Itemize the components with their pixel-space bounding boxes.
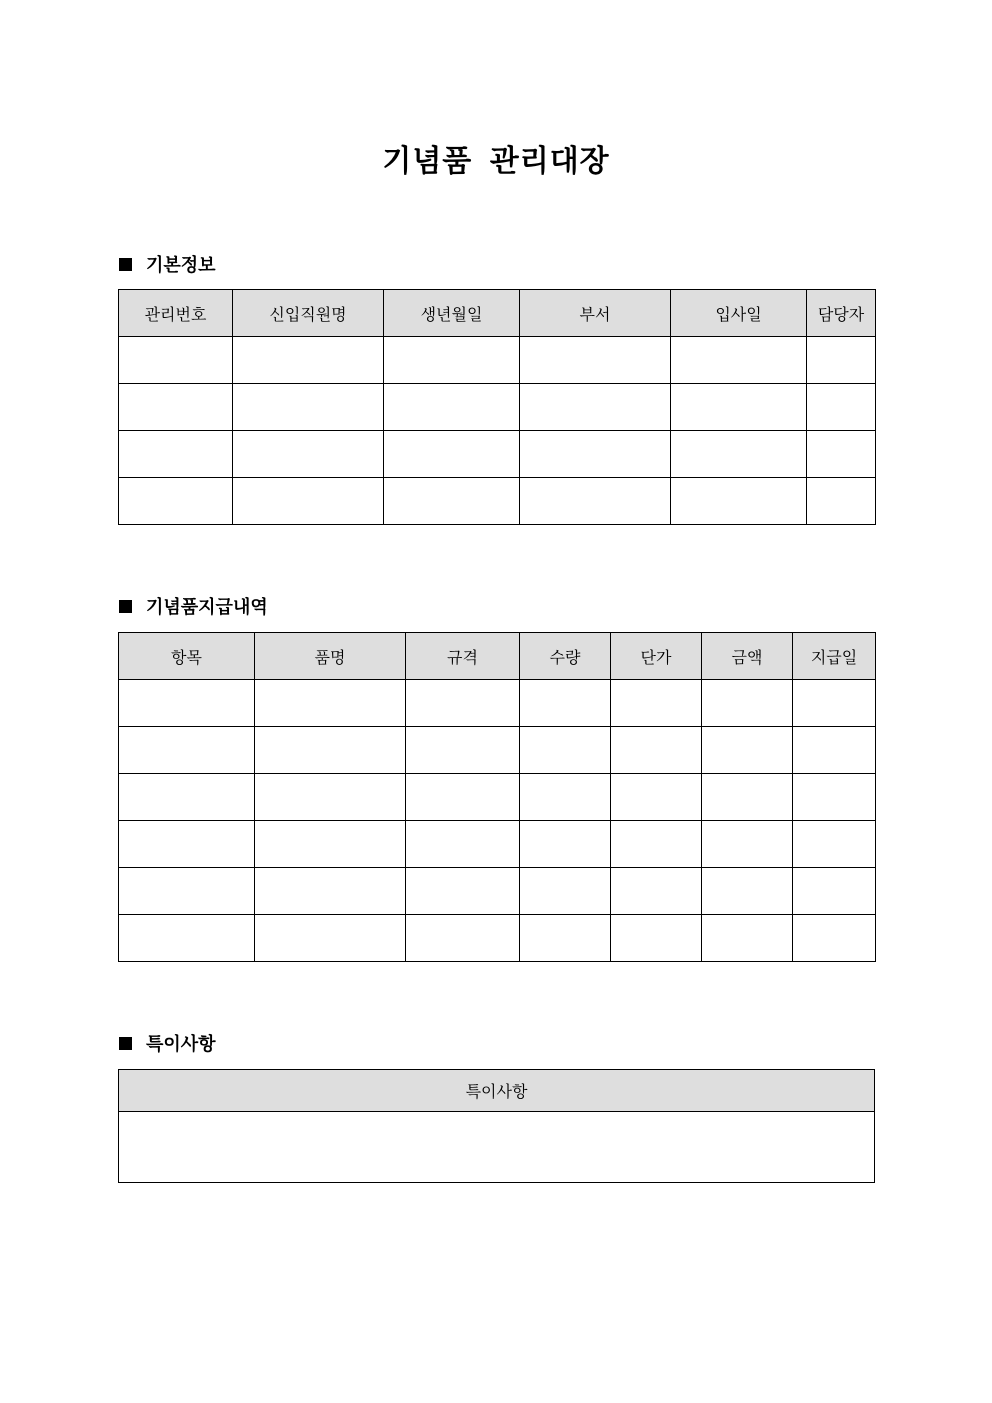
section-heading-label: 특이사항: [146, 1034, 216, 1055]
square-bullet-icon: [119, 600, 132, 613]
table-cell[interactable]: [233, 384, 384, 431]
table-cell[interactable]: [702, 868, 793, 915]
table-cell[interactable]: [611, 727, 702, 774]
table-cell[interactable]: [807, 384, 876, 431]
square-bullet-icon: [119, 258, 132, 271]
column-header: 품명: [255, 633, 406, 680]
table-cell[interactable]: [255, 868, 406, 915]
table-cell[interactable]: [807, 478, 876, 525]
table-cell[interactable]: [119, 680, 255, 727]
column-header: 수량: [520, 633, 611, 680]
table-cell[interactable]: [793, 727, 876, 774]
table-cell[interactable]: [119, 727, 255, 774]
table-row: [119, 384, 876, 431]
table-cell[interactable]: [520, 431, 671, 478]
table-cell[interactable]: [611, 915, 702, 962]
table-cell[interactable]: [520, 384, 671, 431]
table-cell[interactable]: [793, 680, 876, 727]
table-row: [119, 774, 876, 821]
notes-cell[interactable]: [119, 1112, 875, 1183]
table-row: [119, 821, 876, 868]
table-cell[interactable]: [793, 774, 876, 821]
table-cell[interactable]: [255, 915, 406, 962]
column-header: 규격: [406, 633, 520, 680]
table-cell[interactable]: [255, 680, 406, 727]
section-heading-label: 기본정보: [146, 255, 216, 276]
table-cell[interactable]: [384, 337, 520, 384]
table-cell[interactable]: [233, 478, 384, 525]
section-heading-notes: [119, 1031, 216, 1055]
column-header: 신입직원명: [233, 290, 384, 337]
table-cell[interactable]: [119, 431, 233, 478]
column-header: 단가: [611, 633, 702, 680]
table-cell[interactable]: [793, 821, 876, 868]
table-cell[interactable]: [119, 478, 233, 525]
table-cell[interactable]: [233, 337, 384, 384]
table-cell[interactable]: [119, 915, 255, 962]
column-header: 특이사항: [119, 1070, 875, 1112]
table-cell[interactable]: [119, 337, 233, 384]
table-row: [119, 680, 876, 727]
table-cell[interactable]: [406, 915, 520, 962]
table-cell[interactable]: [406, 680, 520, 727]
table-cell[interactable]: [119, 821, 255, 868]
table-cell[interactable]: [520, 478, 671, 525]
table-cell[interactable]: [520, 774, 611, 821]
payment-history-table: [118, 632, 876, 962]
section-heading-payments: [119, 594, 268, 618]
column-header: 관리번호: [119, 290, 233, 337]
table-row: [119, 1112, 875, 1183]
table-cell[interactable]: [384, 384, 520, 431]
table-cell[interactable]: [406, 821, 520, 868]
table-cell[interactable]: [807, 337, 876, 384]
table-cell[interactable]: [702, 774, 793, 821]
table-cell[interactable]: [406, 727, 520, 774]
square-bullet-icon: [119, 1037, 132, 1050]
table-cell[interactable]: [702, 915, 793, 962]
table-cell[interactable]: [671, 431, 807, 478]
table-row: [119, 915, 876, 962]
document-title: 기념품 관리대장: [382, 144, 610, 179]
table-cell[interactable]: [807, 431, 876, 478]
table-header-row: [119, 1070, 875, 1112]
table-cell[interactable]: [702, 680, 793, 727]
table-header-row: [119, 633, 876, 680]
table-cell[interactable]: [119, 384, 233, 431]
table-cell[interactable]: [255, 774, 406, 821]
section-heading-basic-info: [119, 252, 216, 276]
column-header: 지급일: [793, 633, 876, 680]
table-cell[interactable]: [520, 337, 671, 384]
column-header: 부서: [520, 290, 671, 337]
table-cell[interactable]: [520, 727, 611, 774]
table-cell[interactable]: [384, 431, 520, 478]
column-header: 입사일: [671, 290, 807, 337]
table-row: [119, 431, 876, 478]
table-row: [119, 478, 876, 525]
table-cell[interactable]: [611, 868, 702, 915]
table-cell[interactable]: [255, 727, 406, 774]
table-cell[interactable]: [671, 384, 807, 431]
table-cell[interactable]: [520, 868, 611, 915]
table-cell[interactable]: [611, 680, 702, 727]
table-cell[interactable]: [793, 868, 876, 915]
section-heading-label: 기념품지급내역: [146, 597, 268, 618]
table-row: [119, 727, 876, 774]
table-cell[interactable]: [520, 680, 611, 727]
table-header-row: [119, 290, 876, 337]
table-cell[interactable]: [119, 774, 255, 821]
table-cell[interactable]: [384, 478, 520, 525]
table-cell[interactable]: [119, 868, 255, 915]
table-cell[interactable]: [406, 774, 520, 821]
column-header: 생년월일: [384, 290, 520, 337]
notes-table: [118, 1069, 875, 1183]
table-row: [119, 337, 876, 384]
table-cell[interactable]: [255, 821, 406, 868]
basic-info-table: [118, 289, 876, 525]
column-header: 금액: [702, 633, 793, 680]
column-header: 항목: [119, 633, 255, 680]
table-cell[interactable]: [702, 821, 793, 868]
table-cell[interactable]: [406, 868, 520, 915]
table-cell[interactable]: [611, 821, 702, 868]
table-row: [119, 868, 876, 915]
column-header: 담당자: [807, 290, 876, 337]
table-cell[interactable]: [520, 915, 611, 962]
table-cell[interactable]: [671, 337, 807, 384]
table-cell[interactable]: [520, 821, 611, 868]
table-cell[interactable]: [702, 727, 793, 774]
table-cell[interactable]: [793, 915, 876, 962]
table-cell[interactable]: [611, 774, 702, 821]
table-cell[interactable]: [671, 478, 807, 525]
table-cell[interactable]: [233, 431, 384, 478]
